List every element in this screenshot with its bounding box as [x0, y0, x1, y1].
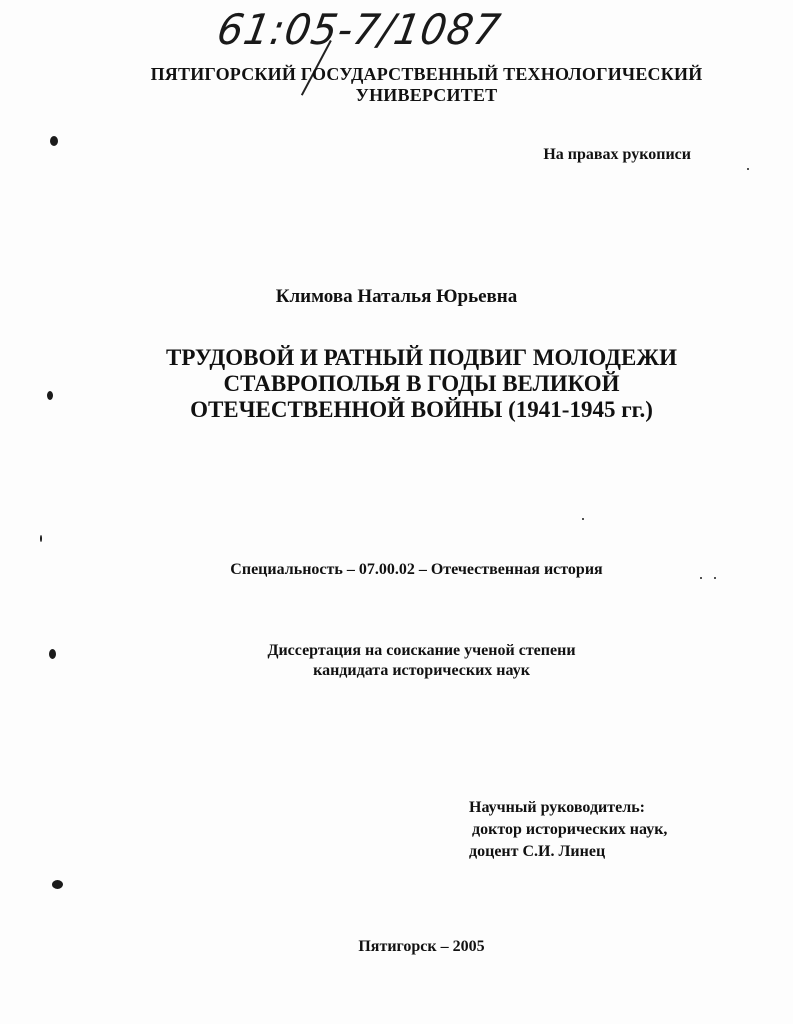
scan-mark	[47, 391, 53, 400]
supervisor-degree: доктор исторических наук,	[472, 821, 668, 838]
scan-mark	[52, 880, 63, 889]
scan-mark	[747, 168, 749, 170]
institution-line-2: УНИВЕРСИТЕТ	[355, 85, 498, 105]
scan-mark	[49, 649, 56, 659]
scan-mark	[40, 535, 42, 542]
institution-line-1: ПЯТИГОРСКИЙ ГОСУДАРСТВЕННЫЙ ТЕХНОЛОГИЧЕСКИЙ	[150, 64, 703, 84]
degree-statement	[25, 641, 793, 681]
scan-mark	[50, 136, 58, 146]
degree-line-1: Диссертация на соискание ученой степени	[267, 642, 576, 659]
scan-mark	[582, 518, 584, 520]
scan-mark	[714, 577, 716, 579]
dissertation-title	[25, 345, 793, 423]
specialty: Специальность – 07.00.02 – Отечественная история	[230, 561, 603, 578]
institution-name	[60, 64, 793, 106]
supervisor-name: доцент С.И. Линец	[469, 843, 606, 860]
city-year: Пятигорск – 2005	[358, 938, 485, 955]
handwritten-archive-number: 61:05-7/1087	[213, 6, 505, 55]
author-name: Климова Наталья Юрьевна	[275, 286, 518, 307]
supervisor-label: Научный руководитель:	[469, 799, 645, 816]
scan-mark	[700, 577, 702, 579]
title-line-1: ТРУДОВОЙ И РАТНЫЙ ПОДВИГ МОЛОДЕЖИ	[166, 345, 677, 370]
rights-note: На правах рукописи	[543, 146, 691, 163]
supervisor-block	[469, 797, 667, 863]
title-line-3: ОТЕЧЕСТВЕННОЙ ВОЙНЫ (1941-1945 гг.)	[190, 397, 653, 422]
degree-line-2: кандидата исторических наук	[313, 662, 530, 679]
title-line-2: СТАВРОПОЛЬЯ В ГОДЫ ВЕЛИКОЙ	[223, 371, 620, 396]
